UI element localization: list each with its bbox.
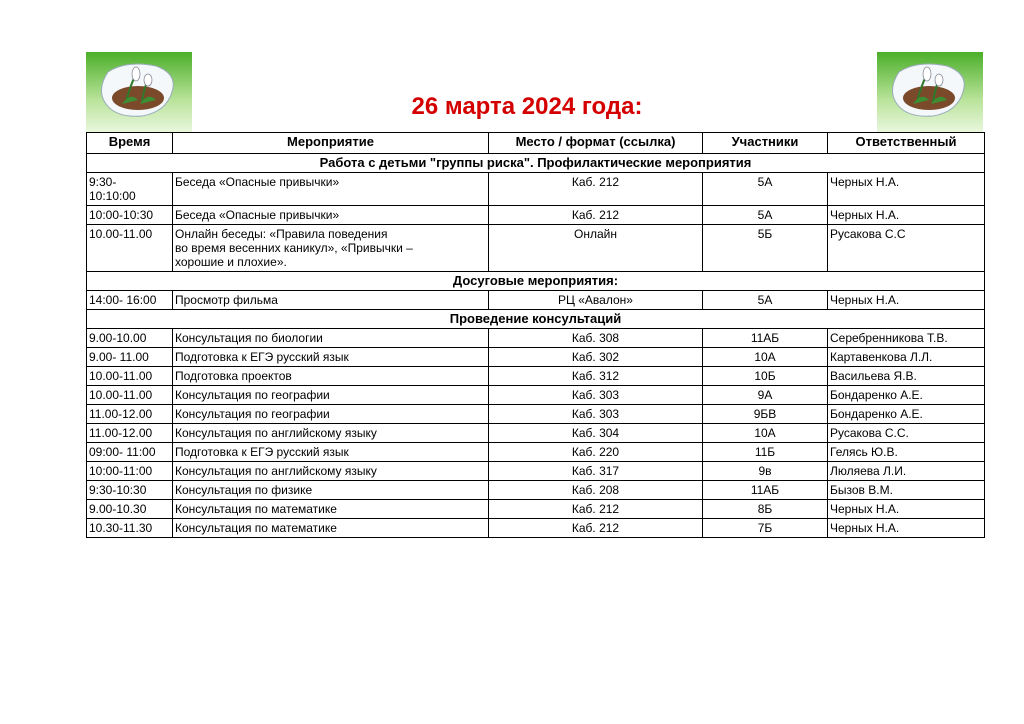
- cell-time: 10:00-10:30: [87, 206, 173, 225]
- table-row: [87, 291, 985, 310]
- cell-time: 9.00-10.00: [87, 329, 173, 348]
- cell-responsible: Черных Н.А.: [828, 519, 985, 538]
- cell-participants: 11АБ: [703, 481, 828, 500]
- cell-event: Онлайн беседы: «Правила поведения во время весенних каникул», «Привычки – хорошие и плохие».: [173, 225, 489, 272]
- header-event: Мероприятие: [173, 133, 489, 154]
- table-row: [87, 462, 985, 481]
- cell-responsible: Люляева Л.И.: [828, 462, 985, 481]
- section-title: Досуговые мероприятия:: [87, 272, 985, 291]
- cell-responsible: Русакова С.С.: [828, 424, 985, 443]
- cell-participants: 10Б: [703, 367, 828, 386]
- cell-place: Каб. 304: [489, 424, 703, 443]
- cell-time: 10.00-11.00: [87, 225, 173, 272]
- cell-event: Подготовка к ЕГЭ русский язык: [173, 443, 489, 462]
- cell-responsible: Бондаренко А.Е.: [828, 405, 985, 424]
- cell-place: Каб. 212: [489, 519, 703, 538]
- cell-event: Консультация по математике: [173, 500, 489, 519]
- cell-responsible: Картавенкова Л.Л.: [828, 348, 985, 367]
- table-row: [87, 206, 985, 225]
- table-header-row: [87, 133, 985, 154]
- cell-time: 11.00-12.00: [87, 424, 173, 443]
- cell-place: РЦ «Авалон»: [489, 291, 703, 310]
- table-row: [87, 367, 985, 386]
- cell-time: 10:00-11:00: [87, 462, 173, 481]
- cell-responsible: Черных Н.А.: [828, 291, 985, 310]
- cell-place: Каб. 220: [489, 443, 703, 462]
- cell-responsible: Гелясь Ю.В.: [828, 443, 985, 462]
- header-participants: Участники: [703, 133, 828, 154]
- cell-place: Каб. 212: [489, 206, 703, 225]
- table-row: [87, 386, 985, 405]
- cell-event: Консультация по биологии: [173, 329, 489, 348]
- cell-event: Беседа «Опасные привычки»: [173, 206, 489, 225]
- table-row: [87, 443, 985, 462]
- cell-event: Беседа «Опасные привычки»: [173, 173, 489, 206]
- cell-participants: 9А: [703, 386, 828, 405]
- cell-place: Каб. 302: [489, 348, 703, 367]
- table-row: [87, 329, 985, 348]
- cell-place: Каб. 303: [489, 405, 703, 424]
- header-time: Время: [87, 133, 173, 154]
- table-row: [87, 519, 985, 538]
- section-title: Работа с детьми "группы риска". Профилактические мероприятия: [87, 154, 985, 173]
- table-row: [87, 405, 985, 424]
- header-responsible: Ответственный: [828, 133, 985, 154]
- cell-participants: 7Б: [703, 519, 828, 538]
- cell-participants: 5А: [703, 206, 828, 225]
- cell-place: Каб. 212: [489, 500, 703, 519]
- cell-responsible: Черных Н.А.: [828, 500, 985, 519]
- cell-place: Каб. 208: [489, 481, 703, 500]
- page-title: 26 марта 2024 года:: [411, 93, 643, 120]
- cell-responsible: Русакова С.С: [828, 225, 985, 272]
- cell-time: 10.00-11.00: [87, 367, 173, 386]
- table-row: [87, 173, 985, 206]
- table-row: [87, 481, 985, 500]
- cell-responsible: Черных Н.А.: [828, 173, 985, 206]
- cell-responsible: Черных Н.А.: [828, 206, 985, 225]
- header-place: Место / формат (ссылка): [489, 133, 703, 154]
- cell-event: Консультация по математике: [173, 519, 489, 538]
- cell-event: Подготовка проектов: [173, 367, 489, 386]
- cell-place: Каб. 308: [489, 329, 703, 348]
- section-title: Проведение консультаций: [87, 310, 985, 329]
- cell-participants: 8Б: [703, 500, 828, 519]
- section-row: [87, 272, 985, 291]
- cell-time: 9.00- 11.00: [87, 348, 173, 367]
- table-row: [87, 348, 985, 367]
- cell-participants: 5А: [703, 291, 828, 310]
- cell-participants: 9в: [703, 462, 828, 481]
- cell-place: Каб. 312: [489, 367, 703, 386]
- cell-event: Консультация по английскому языку: [173, 462, 489, 481]
- cell-place: Онлайн: [489, 225, 703, 272]
- cell-responsible: Васильева Я.В.: [828, 367, 985, 386]
- cell-participants: 5А: [703, 173, 828, 206]
- cell-time: 09:00- 11:00: [87, 443, 173, 462]
- cell-event: Консультация по физике: [173, 481, 489, 500]
- cell-participants: 11Б: [703, 443, 828, 462]
- table-row: [87, 424, 985, 443]
- cell-place: Каб. 303: [489, 386, 703, 405]
- cell-event: Подготовка к ЕГЭ русский язык: [173, 348, 489, 367]
- cell-time: 10.30-11.30: [87, 519, 173, 538]
- section-row: [87, 310, 985, 329]
- cell-responsible: Серебренникова Т.В.: [828, 329, 985, 348]
- cell-time: 9:30- 10:10:00: [87, 173, 173, 206]
- cell-place: Каб. 212: [489, 173, 703, 206]
- cell-responsible: Бызов В.М.: [828, 481, 985, 500]
- table-row: [87, 225, 985, 272]
- section-row: [87, 154, 985, 173]
- cell-participants: 10А: [703, 424, 828, 443]
- cell-time: 10.00-11.00: [87, 386, 173, 405]
- cell-participants: 9БВ: [703, 405, 828, 424]
- cell-participants: 10А: [703, 348, 828, 367]
- cell-participants: 11АБ: [703, 329, 828, 348]
- cell-event: Консультация по английскому языку: [173, 424, 489, 443]
- cell-time: 11.00-12.00: [87, 405, 173, 424]
- cell-time: 14:00- 16:00: [87, 291, 173, 310]
- cell-event: Консультация по географии: [173, 405, 489, 424]
- cell-responsible: Бондаренко А.Е.: [828, 386, 985, 405]
- cell-time: 9:30-10:30: [87, 481, 173, 500]
- cell-participants: 5Б: [703, 225, 828, 272]
- cell-place: Каб. 317: [489, 462, 703, 481]
- table-row: [87, 500, 985, 519]
- cell-event: Просмотр фильма: [173, 291, 489, 310]
- schedule-table: [86, 132, 985, 538]
- cell-event: Консультация по географии: [173, 386, 489, 405]
- cell-time: 9.00-10.30: [87, 500, 173, 519]
